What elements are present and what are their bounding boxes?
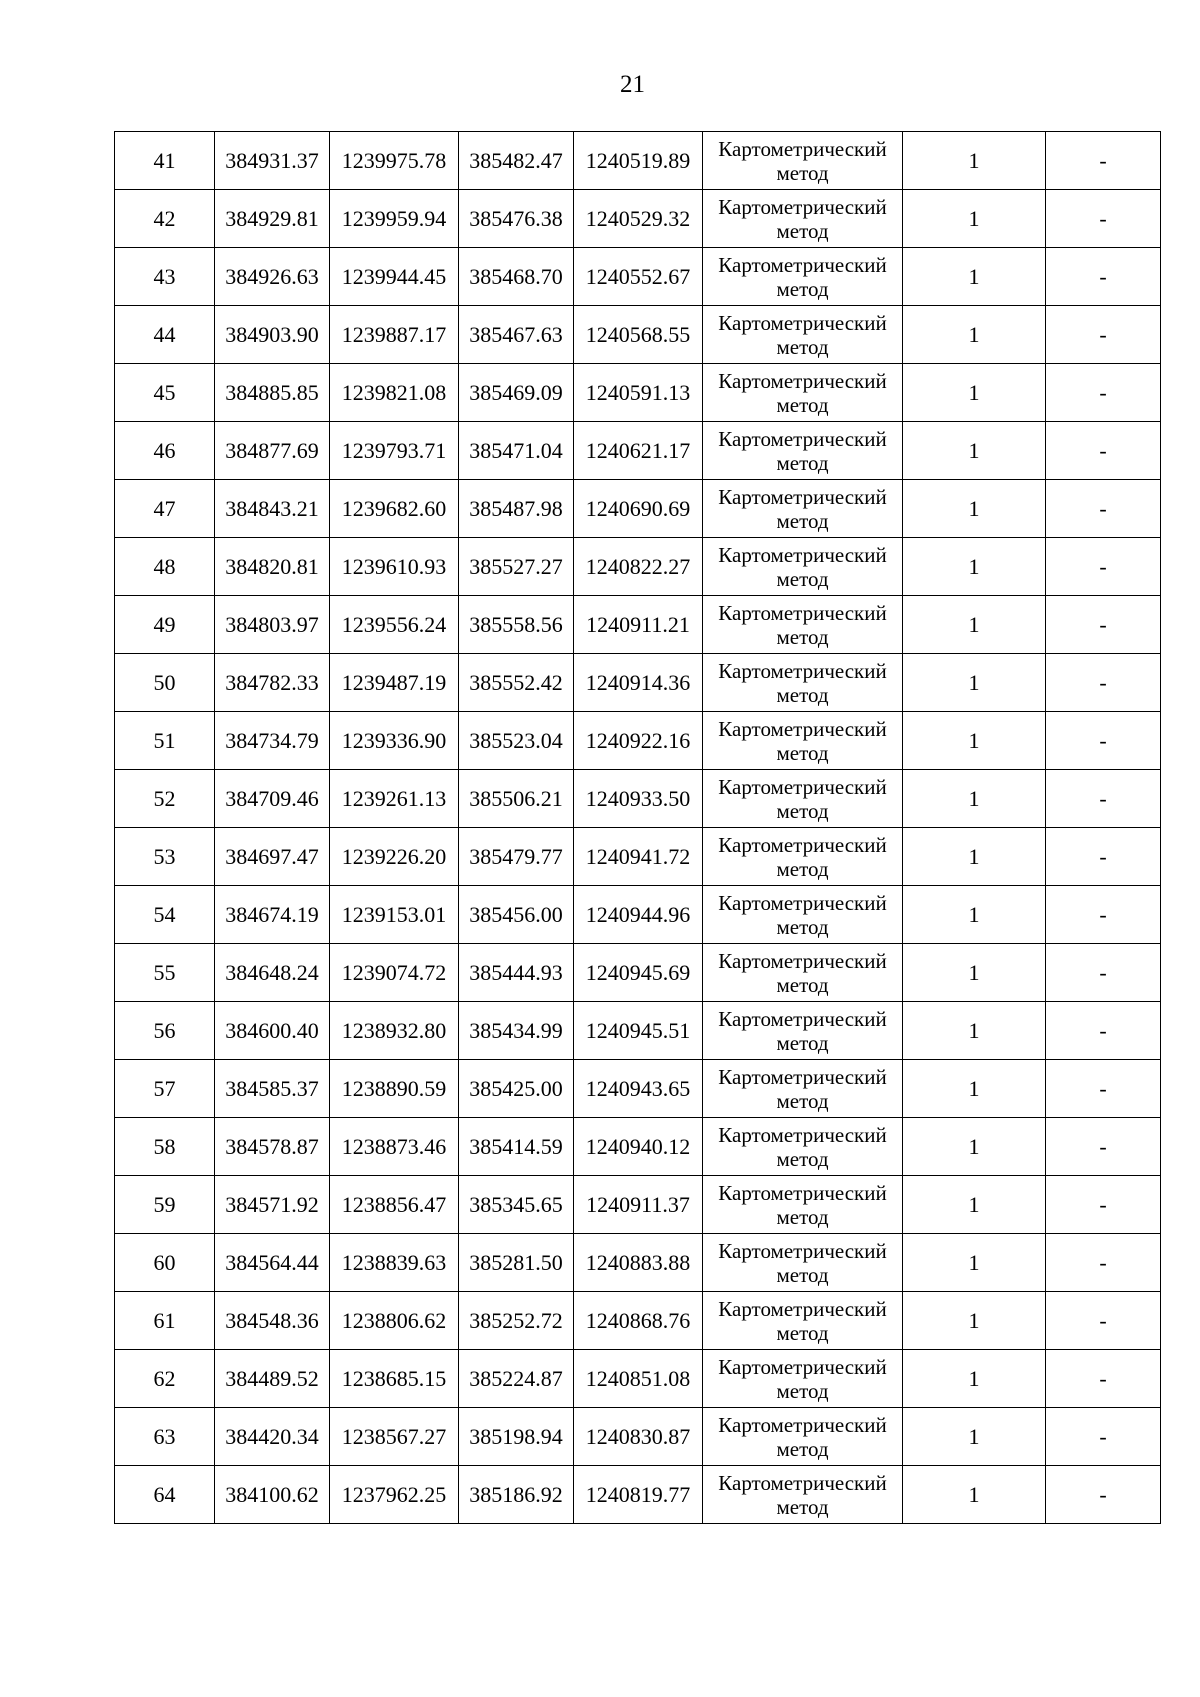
y2-coordinate-cell: 1240851.08 bbox=[574, 1350, 703, 1408]
precision-cell: 1 bbox=[903, 248, 1046, 306]
point-number-cell: 42 bbox=[115, 190, 215, 248]
y-coordinate-cell: 1238873.46 bbox=[330, 1118, 459, 1176]
point-number-cell: 55 bbox=[115, 944, 215, 1002]
x2-coordinate-cell: 385281.50 bbox=[459, 1234, 574, 1292]
table-row bbox=[115, 770, 1161, 828]
method-line-2: метод bbox=[776, 1494, 829, 1519]
x-coordinate-cell: 384674.19 bbox=[215, 886, 330, 944]
x-coordinate-cell: 384734.79 bbox=[215, 712, 330, 770]
x-coordinate-cell: 384903.90 bbox=[215, 306, 330, 364]
method-line-1: Картометрический bbox=[718, 948, 887, 973]
y-coordinate-cell: 1239610.93 bbox=[330, 538, 459, 596]
method-cell bbox=[703, 596, 903, 654]
method-line-1: Картометрический bbox=[718, 136, 887, 161]
y2-coordinate-cell: 1240933.50 bbox=[574, 770, 703, 828]
description-cell: - bbox=[1046, 770, 1161, 828]
y-coordinate-cell: 1238890.59 bbox=[330, 1060, 459, 1118]
y2-coordinate-cell: 1240940.12 bbox=[574, 1118, 703, 1176]
method-cell bbox=[703, 1118, 903, 1176]
precision-cell: 1 bbox=[903, 1234, 1046, 1292]
y2-coordinate-cell: 1240621.17 bbox=[574, 422, 703, 480]
table-row bbox=[115, 1466, 1161, 1524]
description-cell: - bbox=[1046, 828, 1161, 886]
precision-cell: 1 bbox=[903, 306, 1046, 364]
table-body bbox=[115, 132, 1161, 1524]
y-coordinate-cell: 1237962.25 bbox=[330, 1466, 459, 1524]
x2-coordinate-cell: 385469.09 bbox=[459, 364, 574, 422]
method-cell bbox=[703, 1292, 903, 1350]
point-number-cell: 48 bbox=[115, 538, 215, 596]
y-coordinate-cell: 1239682.60 bbox=[330, 480, 459, 538]
method-line-1: Картометрический bbox=[718, 426, 887, 451]
method-line-1: Картометрический bbox=[718, 1006, 887, 1031]
y-coordinate-cell: 1239556.24 bbox=[330, 596, 459, 654]
y2-coordinate-cell: 1240943.65 bbox=[574, 1060, 703, 1118]
y-coordinate-cell: 1239261.13 bbox=[330, 770, 459, 828]
table-row bbox=[115, 1234, 1161, 1292]
y-coordinate-cell: 1238856.47 bbox=[330, 1176, 459, 1234]
y2-coordinate-cell: 1240922.16 bbox=[574, 712, 703, 770]
x2-coordinate-cell: 385523.04 bbox=[459, 712, 574, 770]
method-line-1: Картометрический bbox=[718, 368, 887, 393]
x-coordinate-cell: 384420.34 bbox=[215, 1408, 330, 1466]
method-line-2: метод bbox=[776, 740, 829, 765]
point-number-cell: 52 bbox=[115, 770, 215, 828]
method-line-2: метод bbox=[776, 160, 829, 185]
precision-cell: 1 bbox=[903, 132, 1046, 190]
x2-coordinate-cell: 385467.63 bbox=[459, 306, 574, 364]
method-line-1: Картометрический bbox=[718, 658, 887, 683]
method-line-2: метод bbox=[776, 856, 829, 881]
description-cell: - bbox=[1046, 1060, 1161, 1118]
description-cell: - bbox=[1046, 1350, 1161, 1408]
y2-coordinate-cell: 1240591.13 bbox=[574, 364, 703, 422]
precision-cell: 1 bbox=[903, 1466, 1046, 1524]
method-line-2: метод bbox=[776, 682, 829, 707]
y-coordinate-cell: 1239793.71 bbox=[330, 422, 459, 480]
method-cell bbox=[703, 828, 903, 886]
y2-coordinate-cell: 1240868.76 bbox=[574, 1292, 703, 1350]
table-row bbox=[115, 306, 1161, 364]
y2-coordinate-cell: 1240911.21 bbox=[574, 596, 703, 654]
method-line-2: метод bbox=[776, 450, 829, 475]
point-number-cell: 49 bbox=[115, 596, 215, 654]
precision-cell: 1 bbox=[903, 190, 1046, 248]
point-number-cell: 53 bbox=[115, 828, 215, 886]
method-line-2: метод bbox=[776, 218, 829, 243]
x-coordinate-cell: 384578.87 bbox=[215, 1118, 330, 1176]
point-number-cell: 54 bbox=[115, 886, 215, 944]
x-coordinate-cell: 384926.63 bbox=[215, 248, 330, 306]
method-cell bbox=[703, 364, 903, 422]
x-coordinate-cell: 384697.47 bbox=[215, 828, 330, 886]
table-row bbox=[115, 132, 1161, 190]
x-coordinate-cell: 384929.81 bbox=[215, 190, 330, 248]
table-row bbox=[115, 828, 1161, 886]
precision-cell: 1 bbox=[903, 712, 1046, 770]
x2-coordinate-cell: 385186.92 bbox=[459, 1466, 574, 1524]
method-line-1: Картометрический bbox=[718, 600, 887, 625]
x-coordinate-cell: 384931.37 bbox=[215, 132, 330, 190]
method-cell bbox=[703, 944, 903, 1002]
y2-coordinate-cell: 1240941.72 bbox=[574, 828, 703, 886]
table-row bbox=[115, 364, 1161, 422]
method-line-2: метод bbox=[776, 1320, 829, 1345]
method-cell bbox=[703, 1176, 903, 1234]
method-line-2: метод bbox=[776, 566, 829, 591]
method-line-1: Картометрический bbox=[718, 1296, 887, 1321]
method-line-2: метод bbox=[776, 1088, 829, 1113]
table-row bbox=[115, 596, 1161, 654]
point-number-cell: 61 bbox=[115, 1292, 215, 1350]
method-line-1: Картометрический bbox=[718, 1180, 887, 1205]
point-number-cell: 43 bbox=[115, 248, 215, 306]
y2-coordinate-cell: 1240830.87 bbox=[574, 1408, 703, 1466]
x2-coordinate-cell: 385479.77 bbox=[459, 828, 574, 886]
method-line-1: Картометрический bbox=[718, 1064, 887, 1089]
y2-coordinate-cell: 1240914.36 bbox=[574, 654, 703, 712]
method-line-2: метод bbox=[776, 334, 829, 359]
point-number-cell: 63 bbox=[115, 1408, 215, 1466]
method-line-2: метод bbox=[776, 1436, 829, 1461]
method-line-1: Картометрический bbox=[718, 890, 887, 915]
y-coordinate-cell: 1239153.01 bbox=[330, 886, 459, 944]
x2-coordinate-cell: 385345.65 bbox=[459, 1176, 574, 1234]
x2-coordinate-cell: 385471.04 bbox=[459, 422, 574, 480]
precision-cell: 1 bbox=[903, 886, 1046, 944]
method-line-1: Картометрический bbox=[718, 1412, 887, 1437]
point-number-cell: 64 bbox=[115, 1466, 215, 1524]
table-row bbox=[115, 422, 1161, 480]
x2-coordinate-cell: 385527.27 bbox=[459, 538, 574, 596]
method-cell bbox=[703, 654, 903, 712]
method-line-2: метод bbox=[776, 508, 829, 533]
y2-coordinate-cell: 1240819.77 bbox=[574, 1466, 703, 1524]
description-cell: - bbox=[1046, 654, 1161, 712]
table-row bbox=[115, 480, 1161, 538]
x-coordinate-cell: 384820.81 bbox=[215, 538, 330, 596]
description-cell: - bbox=[1046, 944, 1161, 1002]
method-cell bbox=[703, 132, 903, 190]
x-coordinate-cell: 384489.52 bbox=[215, 1350, 330, 1408]
table-row bbox=[115, 538, 1161, 596]
method-cell bbox=[703, 770, 903, 828]
method-line-1: Картометрический bbox=[718, 310, 887, 335]
y-coordinate-cell: 1238932.80 bbox=[330, 1002, 459, 1060]
y2-coordinate-cell: 1240944.96 bbox=[574, 886, 703, 944]
point-number-cell: 57 bbox=[115, 1060, 215, 1118]
page-number: 21 bbox=[620, 71, 645, 98]
table-row bbox=[115, 886, 1161, 944]
point-number-cell: 56 bbox=[115, 1002, 215, 1060]
method-line-1: Картометрический bbox=[718, 1354, 887, 1379]
x2-coordinate-cell: 385468.70 bbox=[459, 248, 574, 306]
precision-cell: 1 bbox=[903, 1408, 1046, 1466]
table-row bbox=[115, 1002, 1161, 1060]
method-line-1: Картометрический bbox=[718, 194, 887, 219]
description-cell: - bbox=[1046, 886, 1161, 944]
y2-coordinate-cell: 1240883.88 bbox=[574, 1234, 703, 1292]
x2-coordinate-cell: 385482.47 bbox=[459, 132, 574, 190]
method-line-2: метод bbox=[776, 1262, 829, 1287]
description-cell: - bbox=[1046, 1002, 1161, 1060]
point-number-cell: 51 bbox=[115, 712, 215, 770]
x-coordinate-cell: 384648.24 bbox=[215, 944, 330, 1002]
point-number-cell: 58 bbox=[115, 1118, 215, 1176]
table-row bbox=[115, 654, 1161, 712]
method-line-2: метод bbox=[776, 1204, 829, 1229]
point-number-cell: 62 bbox=[115, 1350, 215, 1408]
x-coordinate-cell: 384709.46 bbox=[215, 770, 330, 828]
table-row bbox=[115, 712, 1161, 770]
method-cell bbox=[703, 422, 903, 480]
table-row bbox=[115, 1292, 1161, 1350]
x2-coordinate-cell: 385434.99 bbox=[459, 1002, 574, 1060]
precision-cell: 1 bbox=[903, 480, 1046, 538]
point-number-cell: 46 bbox=[115, 422, 215, 480]
x2-coordinate-cell: 385476.38 bbox=[459, 190, 574, 248]
y2-coordinate-cell: 1240552.67 bbox=[574, 248, 703, 306]
y2-coordinate-cell: 1240945.69 bbox=[574, 944, 703, 1002]
y2-coordinate-cell: 1240519.89 bbox=[574, 132, 703, 190]
method-line-2: метод bbox=[776, 624, 829, 649]
description-cell: - bbox=[1046, 364, 1161, 422]
method-line-2: метод bbox=[776, 1378, 829, 1403]
method-cell bbox=[703, 190, 903, 248]
table-row bbox=[115, 1350, 1161, 1408]
x-coordinate-cell: 384803.97 bbox=[215, 596, 330, 654]
precision-cell: 1 bbox=[903, 770, 1046, 828]
y-coordinate-cell: 1238685.15 bbox=[330, 1350, 459, 1408]
x-coordinate-cell: 384885.85 bbox=[215, 364, 330, 422]
method-line-1: Картометрический bbox=[718, 484, 887, 509]
description-cell: - bbox=[1046, 1466, 1161, 1524]
x-coordinate-cell: 384600.40 bbox=[215, 1002, 330, 1060]
x-coordinate-cell: 384564.44 bbox=[215, 1234, 330, 1292]
description-cell: - bbox=[1046, 306, 1161, 364]
point-number-cell: 45 bbox=[115, 364, 215, 422]
point-number-cell: 60 bbox=[115, 1234, 215, 1292]
description-cell: - bbox=[1046, 1176, 1161, 1234]
point-number-cell: 50 bbox=[115, 654, 215, 712]
y-coordinate-cell: 1238839.63 bbox=[330, 1234, 459, 1292]
precision-cell: 1 bbox=[903, 596, 1046, 654]
method-cell bbox=[703, 1466, 903, 1524]
y2-coordinate-cell: 1240945.51 bbox=[574, 1002, 703, 1060]
table-row bbox=[115, 944, 1161, 1002]
description-cell: - bbox=[1046, 1118, 1161, 1176]
y2-coordinate-cell: 1240911.37 bbox=[574, 1176, 703, 1234]
precision-cell: 1 bbox=[903, 364, 1046, 422]
y-coordinate-cell: 1239959.94 bbox=[330, 190, 459, 248]
point-number-cell: 41 bbox=[115, 132, 215, 190]
y2-coordinate-cell: 1240822.27 bbox=[574, 538, 703, 596]
y-coordinate-cell: 1238567.27 bbox=[330, 1408, 459, 1466]
precision-cell: 1 bbox=[903, 1350, 1046, 1408]
method-cell bbox=[703, 480, 903, 538]
table-row bbox=[115, 248, 1161, 306]
x2-coordinate-cell: 385252.72 bbox=[459, 1292, 574, 1350]
description-cell: - bbox=[1046, 248, 1161, 306]
table-row bbox=[115, 1176, 1161, 1234]
method-line-2: метод bbox=[776, 798, 829, 823]
x-coordinate-cell: 384843.21 bbox=[215, 480, 330, 538]
description-cell: - bbox=[1046, 1292, 1161, 1350]
description-cell: - bbox=[1046, 422, 1161, 480]
y2-coordinate-cell: 1240529.32 bbox=[574, 190, 703, 248]
x-coordinate-cell: 384782.33 bbox=[215, 654, 330, 712]
point-number-cell: 59 bbox=[115, 1176, 215, 1234]
precision-cell: 1 bbox=[903, 828, 1046, 886]
description-cell: - bbox=[1046, 480, 1161, 538]
x2-coordinate-cell: 385414.59 bbox=[459, 1118, 574, 1176]
table-row bbox=[115, 1118, 1161, 1176]
precision-cell: 1 bbox=[903, 1002, 1046, 1060]
description-cell: - bbox=[1046, 132, 1161, 190]
x-coordinate-cell: 384100.62 bbox=[215, 1466, 330, 1524]
method-cell bbox=[703, 712, 903, 770]
method-line-2: метод bbox=[776, 972, 829, 997]
method-line-2: метод bbox=[776, 1146, 829, 1171]
x2-coordinate-cell: 385487.98 bbox=[459, 480, 574, 538]
method-line-1: Картометрический bbox=[718, 716, 887, 741]
method-line-1: Картометрический bbox=[718, 832, 887, 857]
y-coordinate-cell: 1239226.20 bbox=[330, 828, 459, 886]
y2-coordinate-cell: 1240568.55 bbox=[574, 306, 703, 364]
method-line-1: Картометрический bbox=[718, 252, 887, 277]
y-coordinate-cell: 1239944.45 bbox=[330, 248, 459, 306]
x-coordinate-cell: 384585.37 bbox=[215, 1060, 330, 1118]
coordinates-table bbox=[114, 131, 1161, 1524]
precision-cell: 1 bbox=[903, 1060, 1046, 1118]
method-cell bbox=[703, 248, 903, 306]
y-coordinate-cell: 1239487.19 bbox=[330, 654, 459, 712]
description-cell: - bbox=[1046, 1234, 1161, 1292]
method-cell bbox=[703, 306, 903, 364]
description-cell: - bbox=[1046, 712, 1161, 770]
precision-cell: 1 bbox=[903, 944, 1046, 1002]
y-coordinate-cell: 1239336.90 bbox=[330, 712, 459, 770]
x-coordinate-cell: 384877.69 bbox=[215, 422, 330, 480]
method-cell bbox=[703, 1408, 903, 1466]
x-coordinate-cell: 384548.36 bbox=[215, 1292, 330, 1350]
x2-coordinate-cell: 385444.93 bbox=[459, 944, 574, 1002]
table-row bbox=[115, 190, 1161, 248]
method-line-1: Картометрический bbox=[718, 774, 887, 799]
precision-cell: 1 bbox=[903, 1292, 1046, 1350]
y-coordinate-cell: 1239887.17 bbox=[330, 306, 459, 364]
x-coordinate-cell: 384571.92 bbox=[215, 1176, 330, 1234]
y-coordinate-cell: 1239074.72 bbox=[330, 944, 459, 1002]
method-cell bbox=[703, 1350, 903, 1408]
method-line-2: метод bbox=[776, 276, 829, 301]
y-coordinate-cell: 1239975.78 bbox=[330, 132, 459, 190]
method-line-2: метод bbox=[776, 914, 829, 939]
description-cell: - bbox=[1046, 190, 1161, 248]
description-cell: - bbox=[1046, 596, 1161, 654]
table-row bbox=[115, 1408, 1161, 1466]
method-cell bbox=[703, 1002, 903, 1060]
x2-coordinate-cell: 385456.00 bbox=[459, 886, 574, 944]
method-line-1: Картометрический bbox=[718, 1238, 887, 1263]
description-cell: - bbox=[1046, 538, 1161, 596]
method-line-1: Картометрический bbox=[718, 1122, 887, 1147]
method-line-2: метод bbox=[776, 1030, 829, 1055]
x2-coordinate-cell: 385558.56 bbox=[459, 596, 574, 654]
method-line-2: метод bbox=[776, 392, 829, 417]
y-coordinate-cell: 1239821.08 bbox=[330, 364, 459, 422]
table-row bbox=[115, 1060, 1161, 1118]
method-line-1: Картометрический bbox=[718, 542, 887, 567]
y-coordinate-cell: 1238806.62 bbox=[330, 1292, 459, 1350]
precision-cell: 1 bbox=[903, 538, 1046, 596]
precision-cell: 1 bbox=[903, 422, 1046, 480]
precision-cell: 1 bbox=[903, 1176, 1046, 1234]
x2-coordinate-cell: 385198.94 bbox=[459, 1408, 574, 1466]
method-line-1: Картометрический bbox=[718, 1470, 887, 1495]
y2-coordinate-cell: 1240690.69 bbox=[574, 480, 703, 538]
description-cell: - bbox=[1046, 1408, 1161, 1466]
method-cell bbox=[703, 886, 903, 944]
x2-coordinate-cell: 385224.87 bbox=[459, 1350, 574, 1408]
method-cell bbox=[703, 538, 903, 596]
point-number-cell: 44 bbox=[115, 306, 215, 364]
precision-cell: 1 bbox=[903, 654, 1046, 712]
point-number-cell: 47 bbox=[115, 480, 215, 538]
x2-coordinate-cell: 385552.42 bbox=[459, 654, 574, 712]
x2-coordinate-cell: 385506.21 bbox=[459, 770, 574, 828]
method-cell bbox=[703, 1060, 903, 1118]
method-cell bbox=[703, 1234, 903, 1292]
precision-cell: 1 bbox=[903, 1118, 1046, 1176]
x2-coordinate-cell: 385425.00 bbox=[459, 1060, 574, 1118]
